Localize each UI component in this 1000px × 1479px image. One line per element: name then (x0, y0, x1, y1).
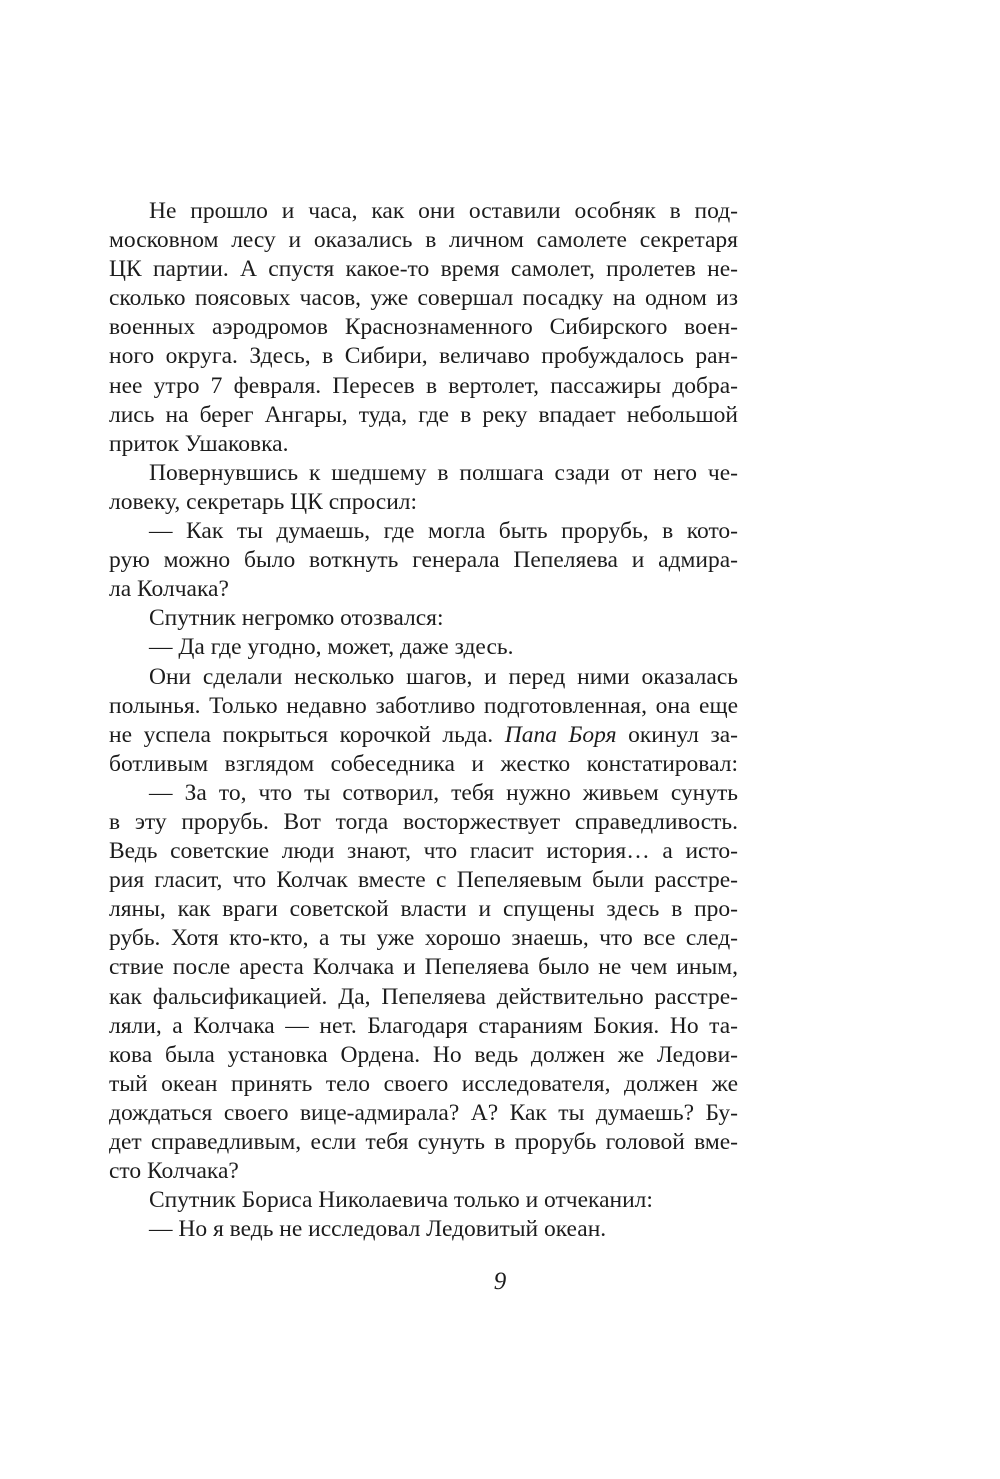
text-line: Повернувшись к шедшему в полшага сзади от него че- (149, 459, 738, 486)
text-line: московном лесу и оказались в личном самолете секретаря (109, 227, 738, 254)
text-segment: окинул за- (628, 721, 738, 748)
body-text (109, 197, 738, 1244)
text-line: Спутник негромко отозвался: (149, 605, 444, 632)
text-line: тый океан принять тело своего исследователя, должен же (109, 1070, 738, 1097)
text-line: военных аэродромов Краснознаменного Сибирского воен- (109, 314, 738, 341)
text-line: — Но я ведь не исследовал Ледовитый океан. (149, 1216, 607, 1243)
text-line: ляли, а Колчака — нет. Благодаря стараниям Бокия. Но та- (109, 1012, 738, 1039)
text-line: как фальсификацией. Да, Пепеляева действительно расстре- (109, 983, 738, 1010)
text-line: ЦК партии. А спустя какое-то время самолет, пролетев не- (109, 256, 738, 283)
text-line: ствие после ареста Колчака и Пепеляева было не чем иным, (109, 954, 738, 981)
text-line: сто Колчака? (109, 1158, 239, 1185)
page-number: 9 (493, 1268, 507, 1295)
text-line: полынья. Только недавно заботливо подготовленная, она еще (109, 692, 738, 719)
text-line: Они сделали несколько шагов, и перед ними оказалась (149, 663, 738, 690)
italic-name: Папа Боря (504, 721, 617, 748)
text-line: дет справедливым, если тебя сунуть в прорубь головой вме- (109, 1129, 738, 1155)
text-segment: не успела покрыться корочкой льда. (109, 721, 494, 748)
text-line: — Да где угодно, может, даже здесь. (149, 634, 514, 661)
text-line: дождаться своего вице-адмирала? А? Как ты думаешь? Бу- (109, 1099, 738, 1126)
text-line-mixed (109, 721, 738, 750)
text-line: сколько поясовых часов, уже совершал посадку на одном из (109, 285, 738, 312)
text-line: рубь. Хотя кто-кто, а ты уже хорошо знаешь, что все след- (109, 925, 738, 952)
text-line: Не прошло и часа, как они оставили особняк в под- (149, 198, 738, 224)
text-line: ботливым взглядом собеседника и жестко констатировал: (109, 750, 738, 777)
text-line: в эту прорубь. Вот тогда восторжествует справедливость. (109, 808, 738, 835)
text-line: лись на берег Ангары, туда, где в реку впадает небольшой (109, 401, 738, 428)
text-line: нее утро 7 февраля. Пересев в вертолет, пассажиры добра- (109, 372, 738, 399)
text-line: рую можно было воткнуть генерала Пепеляева и адмира- (109, 547, 738, 574)
text-line: Спутник Бориса Николаевича только и отчеканил: (149, 1187, 653, 1214)
text-line: приток Ушаковка. (109, 430, 289, 457)
text-line: ла Колчака? (109, 576, 229, 603)
text-line: ловеку, секретарь ЦК спросил: (109, 488, 418, 515)
text-line: ного округа. Здесь, в Сибири, величаво пробуждалось ран- (109, 343, 738, 370)
text-line: рия гласит, что Колчак вместе с Пепеляевым были расстре- (109, 867, 738, 894)
text-line: — Как ты думаешь, где могла быть прорубь, в кото- (149, 518, 738, 545)
text-line: — За то, что ты сотворил, тебя нужно живьем сунуть (149, 779, 738, 806)
text-line: ляны, как враги советской власти и спущены здесь в про- (109, 896, 738, 923)
text-line: Ведь советские люди знают, что гласит история… а исто- (109, 838, 738, 865)
text-line: кова была установка Ордена. Но ведь должен же Ледови- (109, 1041, 738, 1068)
